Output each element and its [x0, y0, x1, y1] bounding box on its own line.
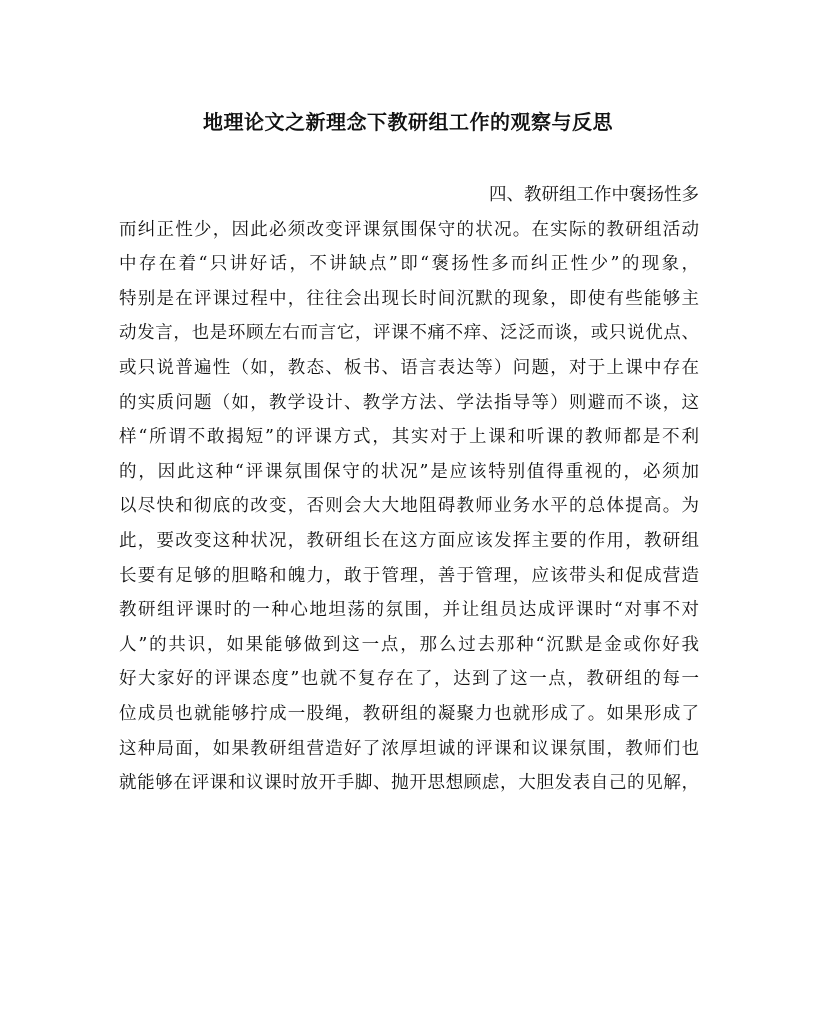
paragraph-line: 的实质问题（如，教学设计、教学方法、学法指导等）则避而不谈，这 [119, 392, 699, 413]
paragraph-line: 或只说普遍性（如，教态、板书、语言表达等）问题，对于上课中存在 [119, 357, 699, 378]
paragraph-line: 特别是在评课过程中，往往会出现长时间沉默的现象，即使有些能够主 [119, 288, 699, 309]
document-body [119, 178, 699, 801]
paragraph-line: 长要有足够的胆略和魄力，敢于管理，善于管理，应该带头和促成营造 [119, 565, 699, 586]
paragraph-line: 好大家好的评课态度”也就不复存在了，达到了这一点，教研组的每一 [119, 669, 699, 690]
paragraph-line: 动发言，也是环顾左右而言它，评课不痛不痒、泛泛而谈，或只说优点、 [119, 323, 699, 344]
paragraph-line: 教研组评课时的一种心地坦荡的氛围，并让组员达成评课时“对事不对 [119, 600, 699, 621]
paragraph-line: 人”的共识，如果能够做到这一点，那么过去那种“沉默是金或你好我 [119, 634, 699, 655]
document-title: 地理论文之新理念下教研组工作的观察与反思 [203, 110, 613, 134]
paragraph-line: 就能够在评课和议课时放开手脚、抛开思想顾虑，大胆发表自己的见解， [119, 773, 699, 794]
paragraph-line: 而纠正性少，因此必须改变评课氛围保守的状况。在实际的教研组活动 [119, 219, 699, 240]
paragraph-line: 的，因此这种“评课氛围保守的状况”是应该特别值得重视的，必须加 [119, 461, 699, 482]
paragraph-line: 位成员也就能够拧成一股绳，教研组的凝聚力也就形成了。如果形成了 [119, 703, 699, 724]
paragraph-line: 这种局面，如果教研组营造好了浓厚坦诚的评课和议课氛围，教师们也 [119, 738, 699, 759]
paragraph-line: 样“所谓不敢揭短”的评课方式，其实对于上课和听课的教师都是不利 [119, 427, 699, 448]
paragraph-line: 此，要改变这种状况，教研组长在这方面应该发挥主要的作用，教研组 [119, 530, 699, 551]
paragraph-line: 中存在着“只讲好话，不讲缺点”即“褒扬性多而纠正性少”的现象， [119, 254, 699, 275]
paragraph-line: 四、教研组工作中褒扬性多 [489, 185, 699, 205]
paragraph-line: 以尽快和彻底的改变，否则会大大地阻碍教师业务水平的总体提高。为 [119, 496, 699, 517]
